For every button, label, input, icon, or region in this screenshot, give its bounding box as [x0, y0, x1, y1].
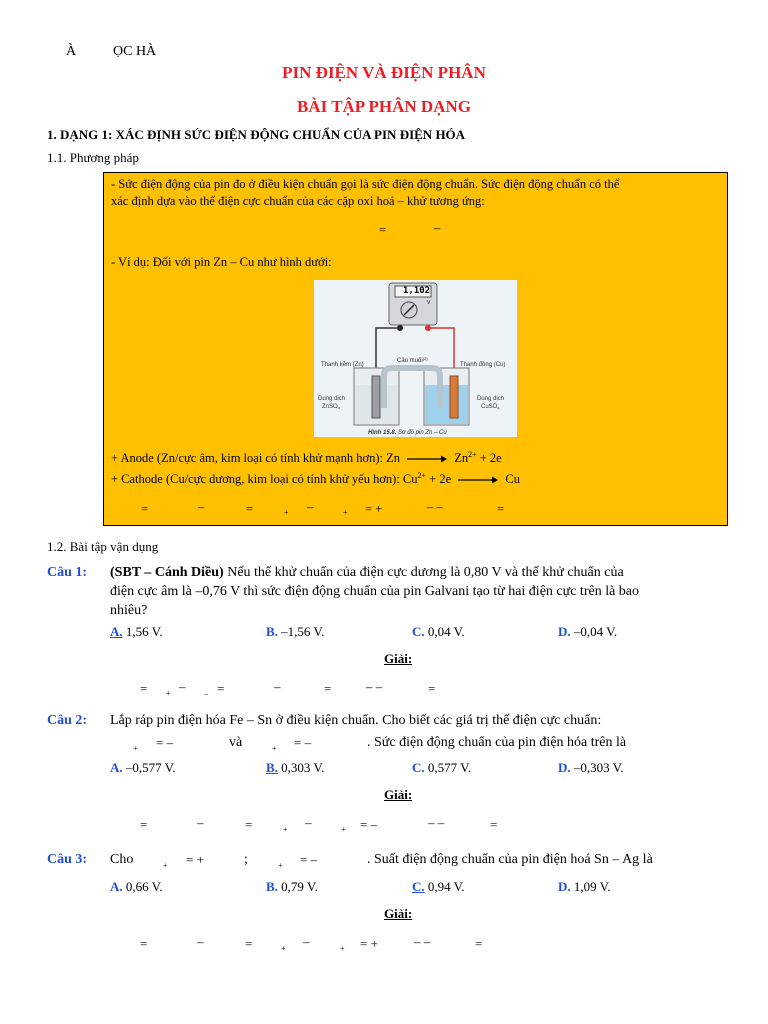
q2-sol-9: =: [490, 817, 498, 832]
question-1-answer-label: Giải:: [384, 651, 413, 666]
q2-sol-4: +: [283, 825, 288, 834]
box-formula-5: –: [307, 500, 314, 514]
q1-sol-3: –: [179, 679, 186, 694]
q2-sol-7: = –: [360, 817, 378, 832]
question-2-option-c[interactable]: C. 0,577 V.: [412, 760, 472, 775]
q3-sol-1: =: [140, 936, 148, 951]
q3-sol-2: –: [197, 934, 204, 949]
q2-sol-2: –: [197, 815, 204, 830]
box-paragraph-line2: xác định dựa vào thế điện cực chuẩn của các cặp oxi hoá – khử tương ứng:: [111, 194, 485, 208]
q2-sol-1: =: [140, 817, 148, 832]
question-3-option-c[interactable]: C. 0,94 V.: [412, 879, 465, 894]
q2-sol-5: –: [305, 815, 312, 830]
question-3-semicolon: ;: [244, 852, 248, 867]
question-2-option-b[interactable]: B. 0,303 V.: [266, 760, 325, 775]
question-2-option-a[interactable]: A. –0,577 V.: [110, 760, 176, 775]
label-bridge: Cầu muối$^{(2)}$: [397, 356, 428, 364]
section-heading-1: 1. DẠNG 1: XÁC ĐỊNH SỨC ĐIỆN ĐỘNG CHUẨN CỦA PIN ĐIỆN HÓA: [47, 127, 466, 142]
anode-text: + Anode (Zn/cực âm, kim loại có tính khử mạnh hơn): Zn: [111, 451, 400, 466]
header-left-1: À: [66, 44, 77, 59]
box-formula-3: =: [246, 502, 254, 516]
cathode-charge: 2+: [417, 471, 427, 480]
q3-sol-5: –: [303, 934, 310, 949]
question-2-option-d[interactable]: D. –0,303 V.: [558, 760, 624, 775]
box-paragraph-line1: - Sức điện động của pin đo ở điều kiện chuẩn gọi là sức điện động chuẩn. Sức điện động chuẩn có thể: [111, 177, 620, 191]
question-1-source: (SBT – Cánh Diều): [110, 565, 224, 580]
example-text: - Ví dụ: Đối với pin Zn – Cu như hình dưới:: [111, 255, 332, 269]
voltmeter-reading: 1,102: [403, 286, 431, 296]
anode-line: [111, 450, 502, 466]
section-subheading-1-1: 1.1. Phương pháp: [47, 150, 139, 165]
question-3-option-d[interactable]: D. 1,09 V.: [558, 879, 611, 894]
cathode-mid: + 2e: [426, 472, 452, 487]
formula1-minus: –: [434, 221, 441, 235]
label-sol-right-1: Dung dịch: [477, 396, 505, 402]
q1-sol-2: +: [166, 689, 171, 698]
voltmeter-unit: V: [427, 300, 431, 306]
q3-sol-4: +: [281, 944, 286, 953]
question-1-option-a[interactable]: A. 1,56 V.: [110, 624, 163, 639]
question-3-frag-a: +: [163, 861, 168, 870]
galvanic-cell-figure: [314, 280, 517, 437]
q1-sol-5: =: [217, 681, 225, 696]
label-zn: Thanh kẽm (Zn): [321, 362, 364, 368]
question-3-frag-c: +: [278, 861, 283, 870]
question-2-frag-va: và: [229, 735, 243, 750]
question-1-line2: điện cực âm là –0,76 V thì sức điện động chuẩn của pin Galvani tạo từ hai điện cực trên là bao: [110, 584, 640, 599]
label-cu: Thanh đồng (Cu): [460, 362, 506, 368]
q2-sol-6: +: [341, 825, 346, 834]
question-1-option-d[interactable]: D. –0,04 V.: [558, 624, 618, 639]
cathode-line: [111, 471, 520, 487]
formula1-equals: =: [379, 223, 387, 237]
header-left-2: ỌC HÀ: [113, 44, 157, 59]
question-3-tail: . Suất điện động chuẩn của pin điện hoá Sn – Ag là: [367, 852, 653, 867]
label-sol-left-1: Dung dịch: [318, 396, 346, 402]
figure-caption: Hình 15.8. Sơ đồ pin Zn – Cu: [368, 430, 447, 436]
page-subtitle: BÀI TẬP PHÂN DẠNG: [297, 97, 471, 116]
question-2-frag-c: +: [272, 744, 277, 753]
box-formula-6: +: [343, 508, 348, 517]
box-formula-7: = +: [365, 502, 383, 516]
question-2-answer-label: Giải:: [384, 787, 413, 802]
page-title: PIN ĐIỆN VÀ ĐIỆN PHÂN: [282, 63, 486, 82]
question-3-option-a[interactable]: A. 0,66 V.: [110, 879, 163, 894]
question-3-answer-label: Giải:: [384, 906, 413, 921]
label-sol-left-2: ZnSO$_4$: [322, 404, 340, 411]
anode-charge: 2+: [468, 450, 477, 459]
q3-sol-8: – –: [414, 934, 431, 949]
question-3-cho: Cho: [110, 852, 134, 867]
label-sol-right-2: CuSO$_4$: [481, 404, 500, 411]
section-subheading-1-2: 1.2. Bài tập vận dụng: [47, 539, 159, 554]
cathode-product: Cu: [505, 472, 520, 487]
arrow-right-icon: [406, 454, 448, 464]
question-2-line2-tail: . Sức điện động chuẩn của pin điện hóa trên là: [367, 735, 627, 750]
q2-sol-8: – –: [428, 815, 445, 830]
anode-product: Zn: [454, 451, 469, 466]
q1-sol-7: =: [324, 681, 332, 696]
question-2-label: Câu 2:: [47, 713, 88, 728]
question-1-line3: nhiêu?: [110, 603, 148, 618]
anode-tail: + 2e: [476, 451, 502, 466]
box-formula-4: +: [284, 508, 289, 517]
question-1-option-b[interactable]: B. –1,56 V.: [266, 624, 325, 639]
question-2-frag-d: = –: [294, 735, 312, 750]
question-3-frag-b: = +: [186, 852, 204, 867]
question-3-option-b[interactable]: B. 0,79 V.: [266, 879, 318, 894]
arrow-right-icon: [457, 475, 499, 485]
question-1-option-c[interactable]: C. 0,04 V.: [412, 624, 465, 639]
q1-sol-9: =: [428, 681, 436, 696]
box-formula-2: –: [198, 500, 205, 514]
q3-sol-3: =: [245, 936, 253, 951]
galvanic-cell-diagram: [314, 280, 517, 437]
q3-sol-6: +: [340, 944, 345, 953]
question-2-line1: Lắp ráp pin điện hóa Fe – Sn ở điều kiện chuẩn. Cho biết các giá trị thế điện cực chuẩn:: [110, 713, 602, 728]
question-3-label: Câu 3:: [47, 852, 88, 867]
q2-sol-3: =: [245, 817, 253, 832]
question-2-frag-a: +: [133, 744, 138, 753]
cathode-text: + Cathode (Cu/cực dương, kim loại có tính khử yếu hơn): Cu: [111, 472, 418, 487]
q3-sol-9: =: [475, 936, 483, 951]
q1-sol-8: – –: [366, 679, 383, 694]
question-1-text1: Nếu thế khử chuẩn của điện cực dương là 0,80 V và thế khử chuẩn của: [223, 565, 624, 580]
q1-sol-1: =: [140, 681, 148, 696]
question-2-frag-b: = –: [156, 735, 174, 750]
q1-sol-6: –: [274, 679, 281, 694]
question-1-line1: [110, 565, 624, 581]
question-3-frag-d: = –: [300, 852, 318, 867]
box-formula-8: – –: [427, 500, 443, 514]
q3-sol-7: = +: [360, 936, 378, 951]
question-1-label: Câu 1:: [47, 565, 88, 580]
box-formula-9: =: [497, 502, 505, 516]
q1-sol-4: –: [204, 689, 208, 698]
box-formula-1: =: [141, 502, 149, 516]
